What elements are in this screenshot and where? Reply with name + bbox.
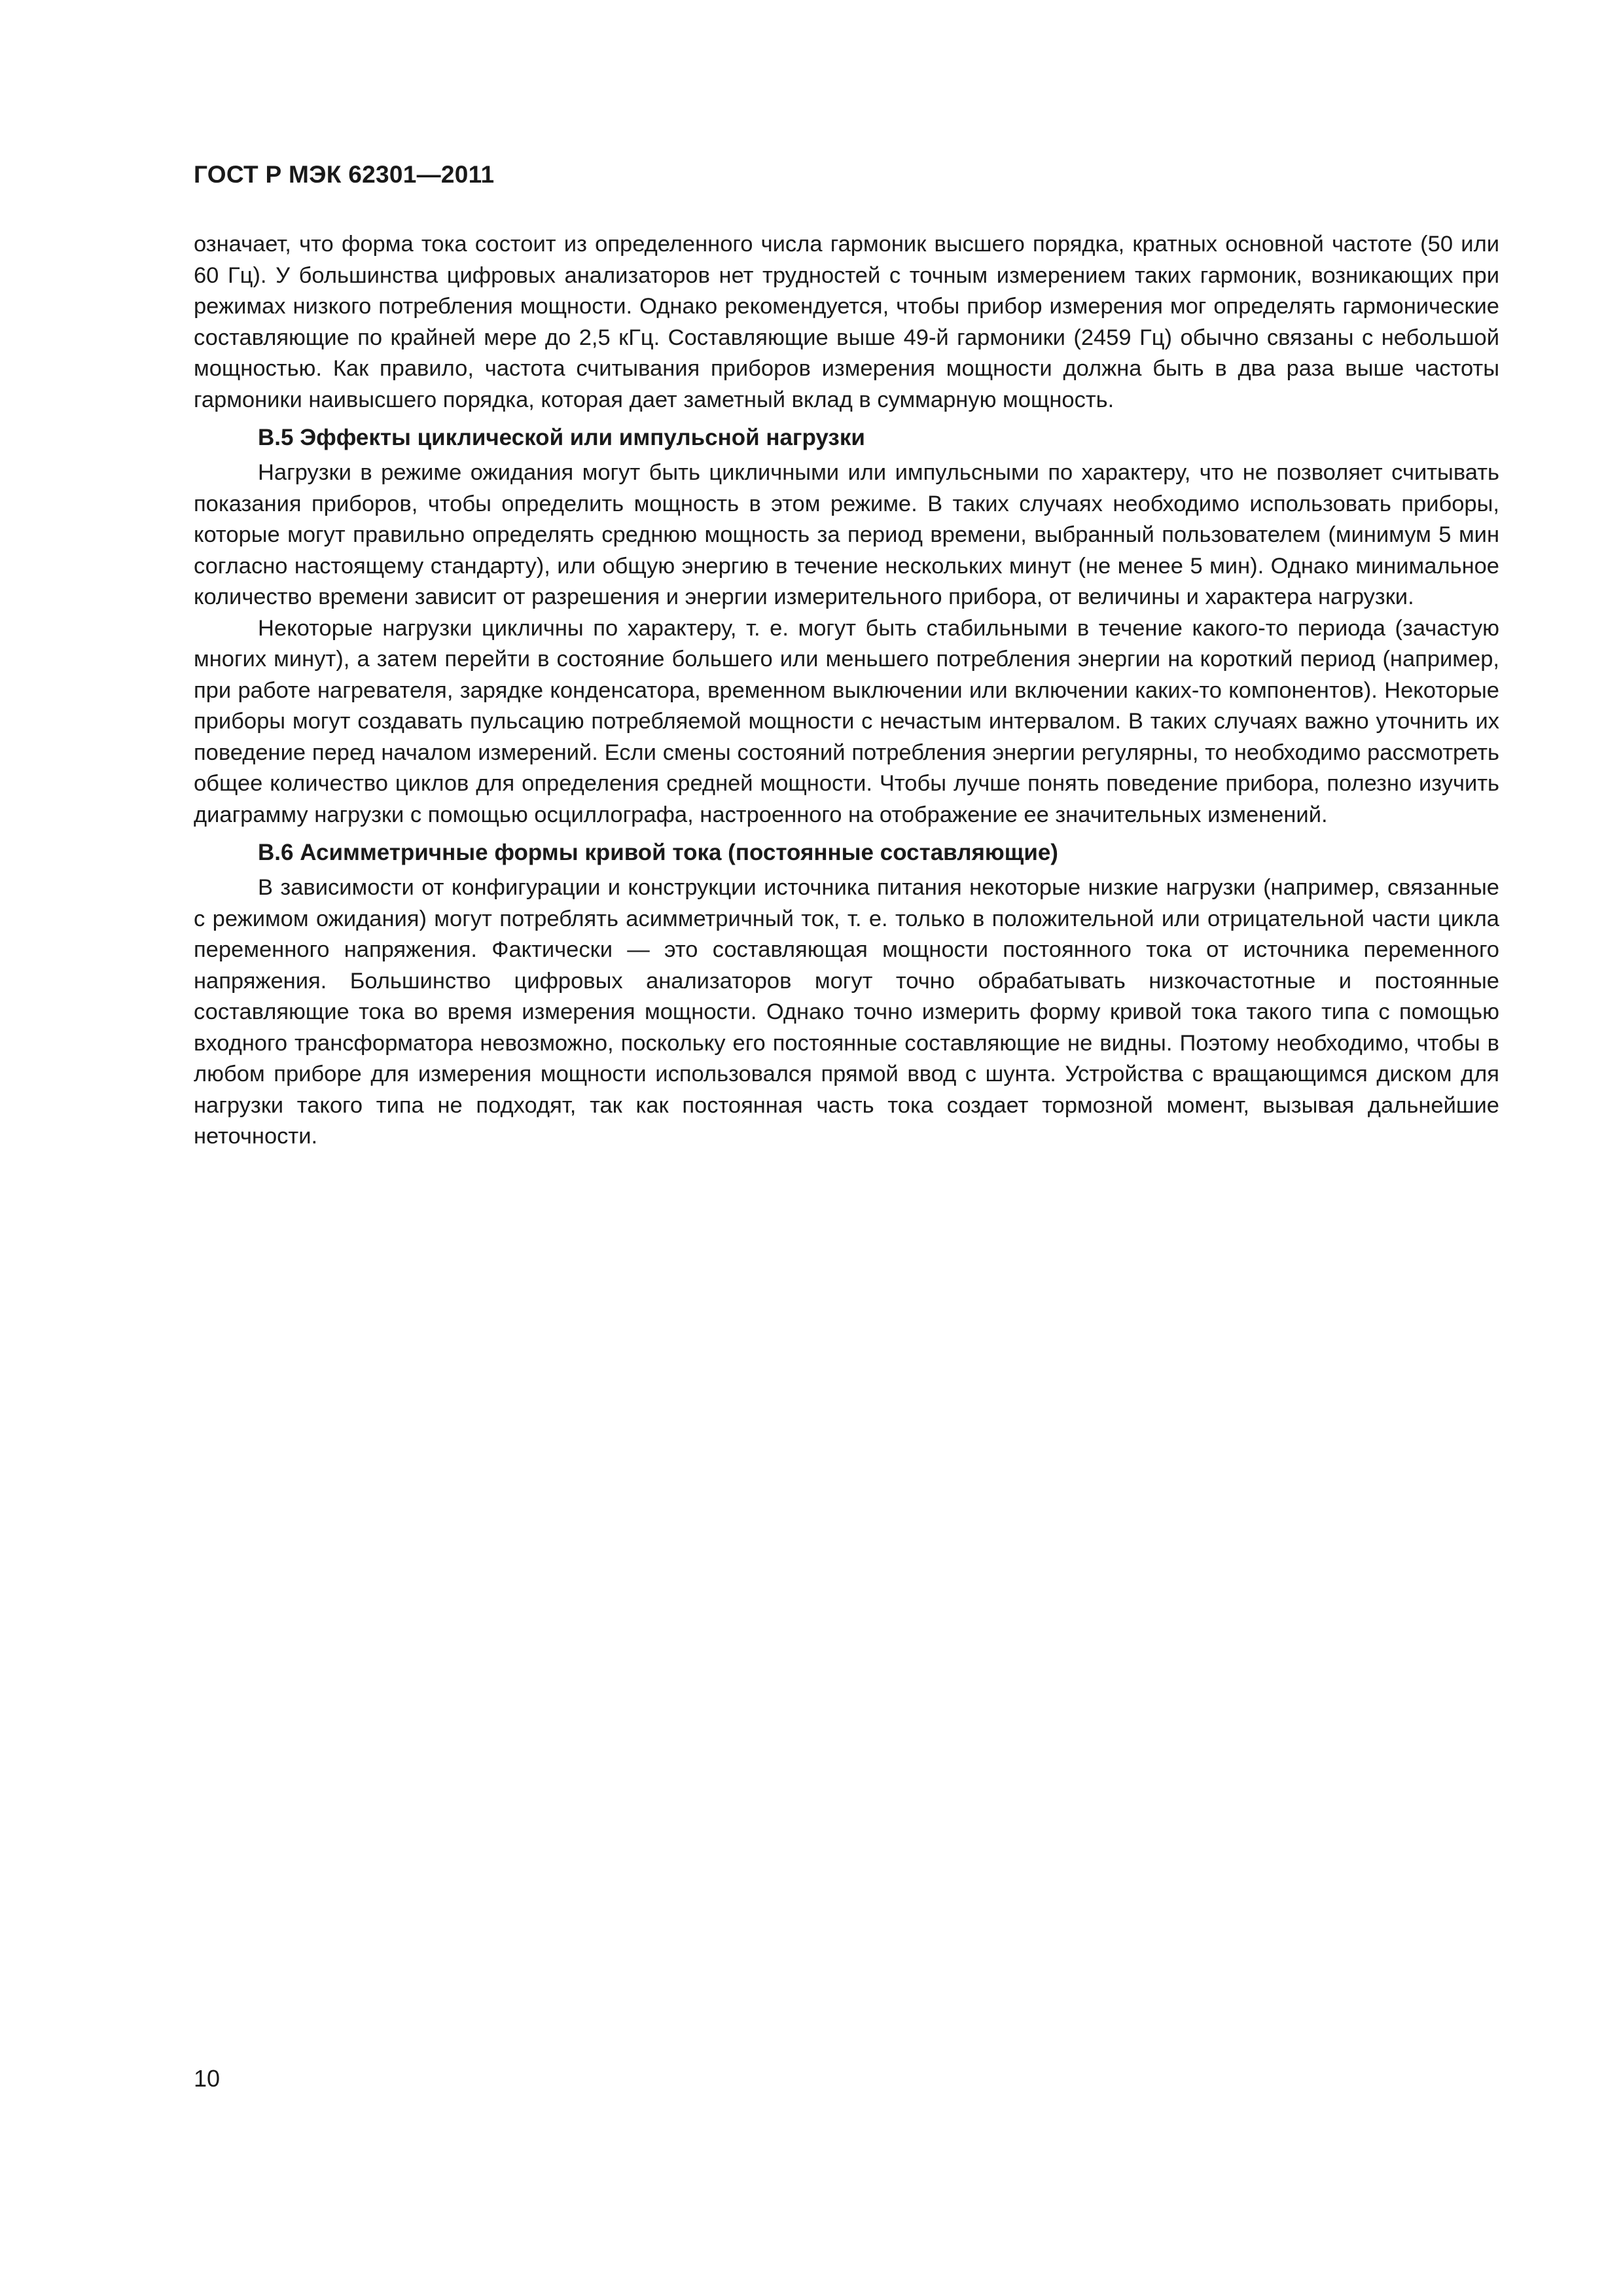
page-number: 10	[194, 2065, 221, 2092]
paragraph: В зависимости от конфигурации и конструкции источника питания некоторые низкие нагрузки (например, связанные с режимом ожидания) могут потреблять асимметричный ток, т. е. только в положительной или отрицательной части цикла переменного напряжения. Фактически — это составляющая мощности постоянного тока от источника переменного напряжения. Большинство цифровых анализаторов могут точно обрабатывать низкочастотные и постоянные составляющие тока во время измерения мощности. Однако точно измерить форму кривой тока такого типа с помощью входного трансформатора невозможно, поскольку его постоянные составляющие не видны. Поэтому необходимо, чтобы в любом приборе для измерения мощности использовался прямой ввод с шунта. Устройства с вращающимся диском для нагрузки такого типа не подходят, так как постоянная часть тока создает тормозной момент, вызывая дальнейшие неточности.	[194, 875, 1499, 1149]
document-header: ГОСТ Р МЭК 62301—2011	[194, 161, 495, 188]
section-heading-b5: В.5 Эффекты циклической или импульсной нагрузки	[258, 425, 865, 450]
document-body	[194, 229, 1499, 1153]
paragraph: Некоторые нагрузки цикличны по характеру, т. е. могут быть стабильными в течение какого-то периода (зачастую многих минут), а затем перейти в состояние большего или меньшего потребления энергии на короткий период (например, при работе нагревателя, зарядке конденсатора, временном выключении или включении каких-то компонентов). Некоторые приборы могут создавать пульсацию потребляемой мощности с нечастым интервалом. В таких случаях важно уточнить их поведение перед началом измерений. Если смены состояний потребления энергии регулярны, то необходимо рассмотреть общее количество циклов для определения средней мощности. Чтобы лучше понять поведение прибора, полезно изучить диаграмму нагрузки с помощью осциллографа, настроенного на отображение ее значительных изменений.	[194, 615, 1499, 827]
continuation-paragraph: означает, что форма тока состоит из определенного числа гармоник высшего порядка, кратных основной частоте (50 или 60 Гц). У большинства цифровых анализаторов нет трудностей с точным измерением таких гармоник, возникающих при режимах низкого потребления мощности. Однако рекомендуется, чтобы прибор измерения мог определять гармонические составляющие по крайней мере до 2,5 кГц. Составляющие выше 49-й гармоники (2459 Гц) обычно связаны с небольшой мощностью. Как правило, частота считывания приборов измерения мощности должна быть в два раза выше частоты гармоники наивысшего порядка, которая дает заметный вклад в суммарную мощность.	[194, 232, 1499, 412]
section-heading-b6: В.6 Асимметричные формы кривой тока (постоянные составляющие)	[258, 840, 1058, 865]
paragraph: Нагрузки в режиме ожидания могут быть цикличными или импульсными по характеру, что не позволяет считывать показания приборов, чтобы определить мощность в этом режиме. В таких случаях необходимо использовать приборы, которые могут правильно определять среднюю мощность за период времени, выбранный пользователем (минимум 5 мин согласно настоящему стандарту), или общую энергию в течение нескольких минут (не менее 5 мин). Однако минимальное количество времени зависит от разрешения и энергии измерительного прибора, от величины и характера нагрузки.	[194, 460, 1499, 609]
